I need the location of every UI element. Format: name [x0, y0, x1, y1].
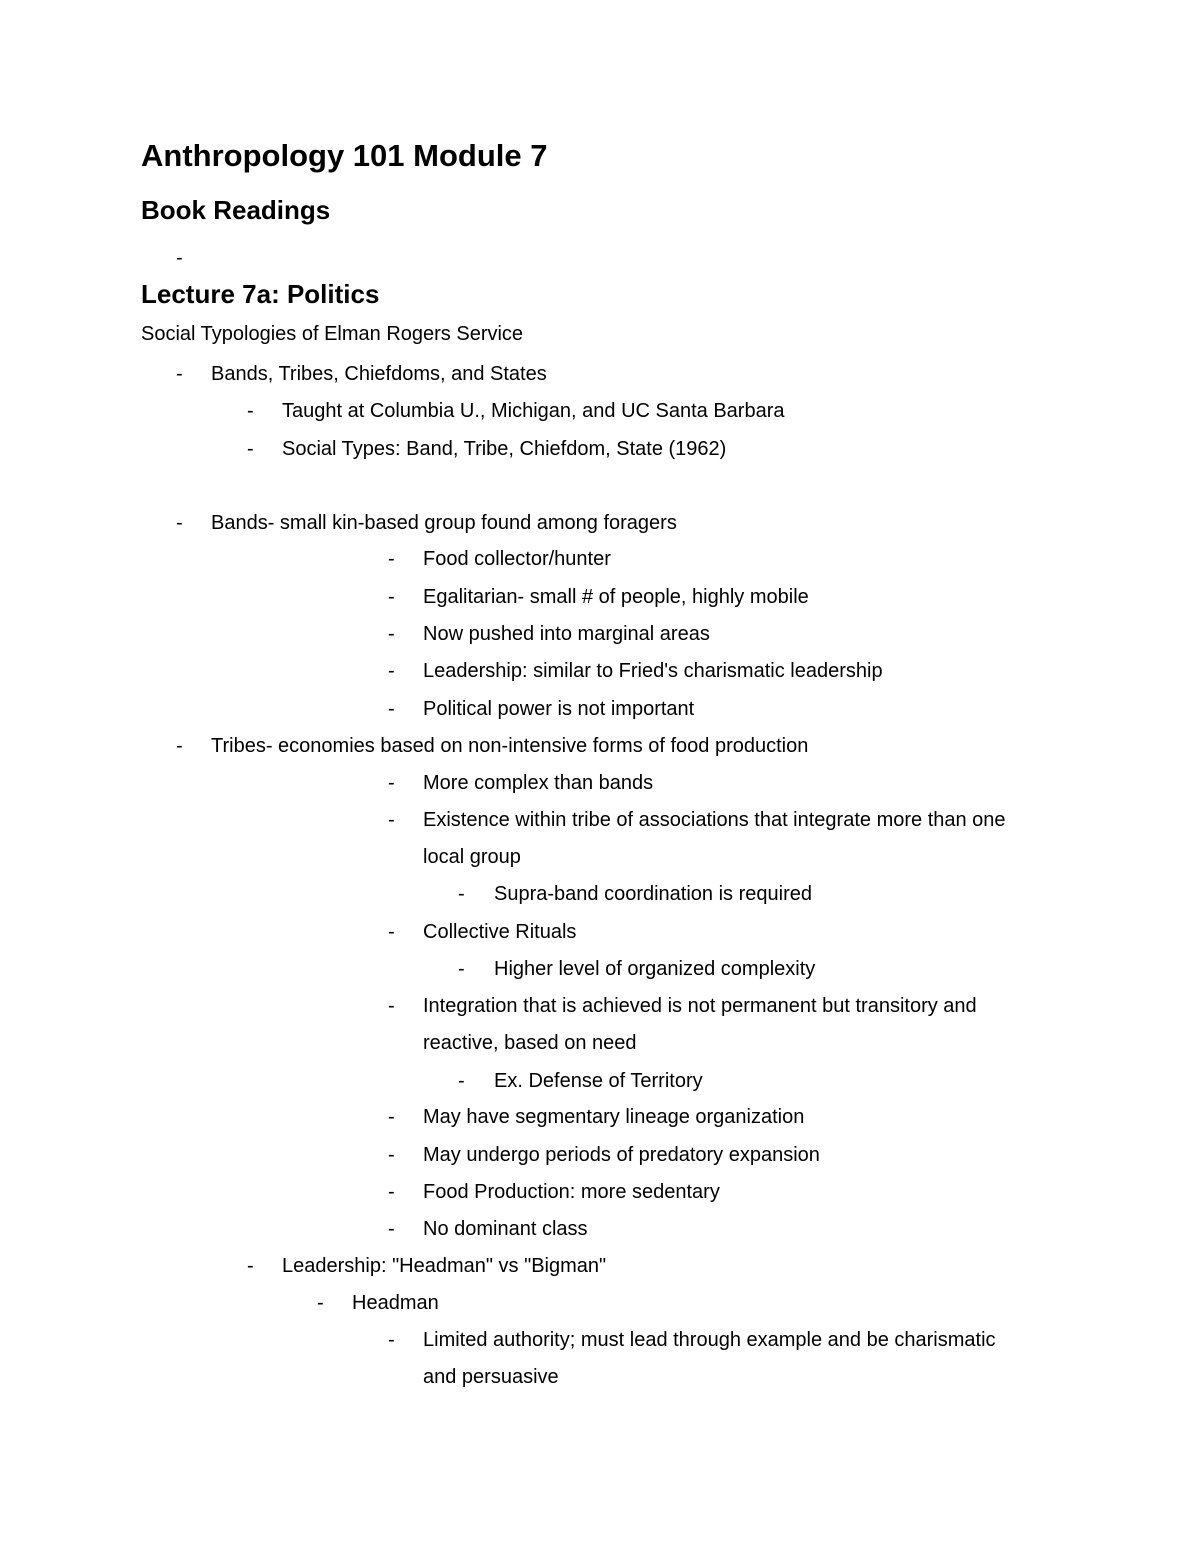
list-item: Political power is not important [423, 698, 695, 720]
bullet-dash: - [388, 1181, 395, 1203]
list-item: May undergo periods of predatory expansion [423, 1144, 820, 1166]
bullet-dash: - [247, 438, 254, 460]
list-item: More complex than bands [423, 772, 654, 794]
book-readings-heading: Book Readings [141, 195, 331, 225]
lecture-heading: Lecture 7a: Politics [141, 279, 380, 309]
bullet-dash: - [388, 1106, 395, 1128]
list-item-continuation: and persuasive [423, 1366, 559, 1388]
list-item: Headman [352, 1292, 439, 1314]
list-item: No dominant class [423, 1218, 588, 1240]
list-item: Food Production: more sedentary [423, 1181, 720, 1203]
list-item: Existence within tribe of associations that integrate more than one [423, 809, 1006, 831]
list-item: Collective Rituals [423, 921, 577, 943]
list-item: Leadership: "Headman" vs "Bigman" [282, 1255, 607, 1277]
list-item: Egalitarian- small # of people, highly mobile [423, 586, 809, 608]
bullet-dash: - [388, 809, 395, 831]
bullet-dash: - [247, 400, 254, 422]
list-item: Bands- small kin-based group found among foragers [211, 512, 677, 534]
list-item: Supra-band coordination is required [494, 883, 812, 905]
list-item-continuation: local group [423, 846, 521, 868]
bullet-dash: - [388, 921, 395, 943]
page-title: Anthropology 101 Module 7 [141, 138, 548, 173]
bullet-dash: - [388, 660, 395, 682]
list-item: Social Types: Band, Tribe, Chiefdom, State (1962) [282, 438, 727, 460]
list-item: Bands, Tribes, Chiefdoms, and States [211, 363, 547, 385]
bullet-dash: - [388, 698, 395, 720]
bullet-dash: - [388, 623, 395, 645]
list-item: Now pushed into marginal areas [423, 623, 710, 645]
list-item: Integration that is achieved is not permanent but transitory and [423, 995, 977, 1017]
bullet-dash: - [388, 586, 395, 608]
bullet-dash: - [176, 735, 183, 757]
list-item: Ex. Defense of Territory [494, 1070, 703, 1092]
list-item: Limited authority; must lead through example and be charismatic [423, 1329, 996, 1351]
list-item: May have segmentary lineage organization [423, 1106, 805, 1128]
bullet-dash: - [388, 1144, 395, 1166]
list-item: Leadership: similar to Fried's charismatic leadership [423, 660, 883, 682]
empty-bullet: - [176, 247, 183, 269]
bullet-dash: - [317, 1292, 324, 1314]
bullet-dash: - [176, 363, 183, 385]
list-item: Higher level of organized complexity [494, 958, 816, 980]
bullet-dash: - [247, 1255, 254, 1277]
intro-text: Social Typologies of Elman Rogers Service [141, 323, 524, 345]
bullet-dash: - [388, 772, 395, 794]
list-item: Tribes- economies based on non-intensive forms of food production [211, 735, 809, 757]
bullet-dash: - [388, 1218, 395, 1240]
bullet-dash: - [388, 995, 395, 1017]
bullet-dash: - [388, 1329, 395, 1351]
list-item-continuation: reactive, based on need [423, 1032, 637, 1054]
bullet-dash: - [176, 512, 183, 534]
bullet-dash: - [458, 958, 465, 980]
bullet-dash: - [458, 883, 465, 905]
list-item: Taught at Columbia U., Michigan, and UC Santa Barbara [282, 400, 785, 422]
bullet-dash: - [458, 1070, 465, 1092]
list-item: Food collector/hunter [423, 548, 611, 570]
bullet-dash: - [388, 548, 395, 570]
